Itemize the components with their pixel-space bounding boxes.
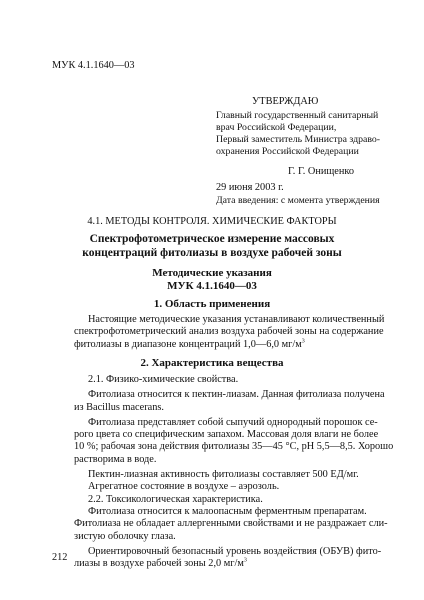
section-1-heading: 1. Область применения (153, 298, 271, 310)
effective-date: Дата введения: с момента утверждения (216, 195, 380, 206)
approval-line: Первый заместитель Министра здраво- (216, 134, 381, 145)
document-subtitle: Методические указания (152, 267, 272, 279)
approval-line: врач Российской Федерации, (216, 122, 337, 133)
approval-line: охранения Российской Федерации (216, 146, 359, 157)
text-line: Фитолиаза относится к малоопасным ферментным препаратам. (88, 505, 367, 517)
document-code: МУК 4.1.1640—03 (52, 60, 135, 71)
text-line: Настоящие методические указания устанавливают количественный (88, 314, 385, 325)
text-line (74, 339, 364, 351)
superscript: 3 (301, 338, 305, 345)
approval-signatory: Г. Г. Онищенко (288, 166, 354, 177)
text-line: Агрегатное состояние в воздухе – аэрозоль. (88, 481, 280, 493)
superscript: 3 (243, 557, 247, 564)
text-line: Фитолиаза представляет собой сыпучий однородный порошок се- (88, 416, 378, 428)
text-line: рого цвета со специфическим запахом. Массовая доля влаги не более (74, 429, 379, 441)
text-line: 2.1. Физико-химические свойства. (88, 374, 239, 385)
text-line: Пектин-лиазная активность фитолиазы составляет 500 ЕД/мг. (88, 469, 359, 481)
approval-date: 29 июня 2003 г. (216, 182, 284, 193)
section-1-body (74, 314, 385, 351)
text-line: 10 %; рабочая зона действия фитолиазы 35—45 °С, pH 5,5—8,5. Хорошо (74, 441, 394, 453)
text-line: Фитолиаза относится к пектин-лиазам. Данная фитолиаза получена (88, 389, 385, 401)
text-line: Ориентировочный безопасный уровень воздействия (ОБУВ) фито- (88, 545, 382, 557)
section-2-body (74, 374, 394, 570)
text-line: Фитолиаза не обладает аллергенными свойствами и не раздражает сли- (74, 518, 388, 530)
text-fragment: лиазы в воздухе рабочей зоны 2,0 мг/м (74, 558, 244, 570)
text-line: зистую оболочку глаза. (74, 530, 176, 542)
section-header: 4.1. МЕТОДЫ КОНТРОЛЯ. ХИМИЧЕСКИЕ ФАКТОРЫ (87, 216, 337, 227)
text-fragment: фитолиазы в диапазоне концентраций 1,0—6,0 мг/м (74, 338, 302, 350)
section-2-heading: 2. Характеристика вещества (140, 357, 284, 369)
text-line: из Bacillus macerans. (74, 401, 164, 413)
text-line: 2.2. Токсикологическая характеристика. (88, 493, 263, 505)
approval-line: Главный государственный санитарный (216, 110, 379, 121)
page-number: 212 (52, 552, 68, 563)
text-line: спектрофотометрический анализ воздуха рабочей зоны на содержание (74, 326, 384, 338)
text-line (74, 558, 364, 570)
document-title-line: Спектрофотометрическое измерение массовых (89, 233, 335, 245)
approval-heading: УТВЕРЖДАЮ (252, 96, 319, 107)
text-line: растворима в воде. (74, 453, 157, 465)
document-title-line: концентраций фитолиазы в воздухе рабочей зоны (82, 247, 342, 259)
document-subtitle-code: МУК 4.1.1640—03 (167, 280, 257, 292)
